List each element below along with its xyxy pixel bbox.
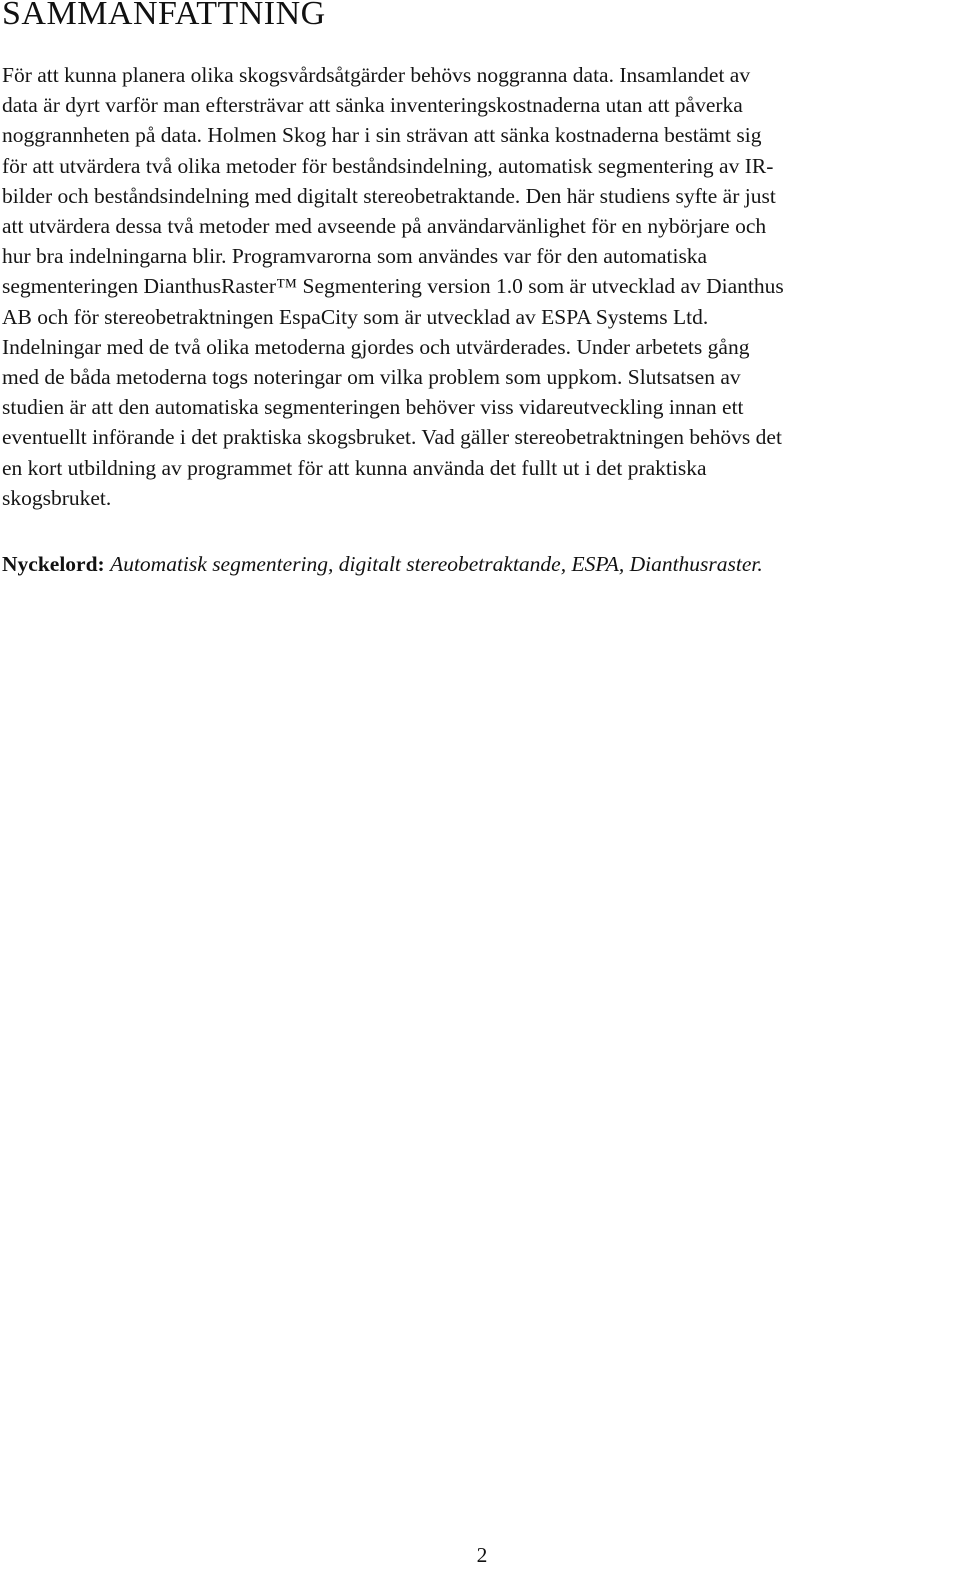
abstract-line: skogsbruket.	[2, 485, 112, 510]
abstract-line: För att kunna planera olika skogsvårdsåtgärder behövs noggranna data. Insamlandet av	[2, 63, 751, 87]
abstract-paragraph	[2, 60, 958, 513]
abstract-line: Indelningar med de två olika metoderna gjordes och utvärderades. Under arbetets gång	[2, 334, 750, 359]
abstract-line: att utvärdera dessa två metoder med avseende på användarvänlighet för en nybörjare och	[2, 214, 767, 239]
keywords-label: Nyckelord:	[2, 552, 105, 576]
abstract-line: en kort utbildning av programmet för att kunna använda det fullt ut i det praktiska	[2, 455, 707, 480]
abstract-line: AB och för stereobetraktningen EspaCity som är utvecklad av ESPA Systems Ltd.	[2, 304, 709, 329]
abstract-line: för att utvärdera två olika metoder för beståndsindelning, automatisk segmentering av IR-	[2, 153, 774, 178]
abstract-line: data är dyrt varför man eftersträvar att sänka inventeringskostnaderna utan att påverka	[2, 93, 743, 118]
keywords-terms: Automatisk segmentering, digitalt stereobetraktande, ESPA, Dianthusraster.	[110, 552, 763, 576]
abstract-line: studien är att den automatiska segmenteringen behöver viss vidareutveckling innan ett	[2, 395, 744, 420]
page-number: 2	[476, 1543, 488, 1567]
abstract-line: segmenteringen DianthusRaster™ Segmentering version 1.0 som är utvecklad av Dianthus	[2, 274, 784, 299]
keywords-line	[2, 549, 763, 579]
abstract-line: hur bra indelningarna blir. Programvarorna som användes var för den automatiska	[2, 244, 708, 269]
section-heading: SAMMANFATTNING	[2, 0, 326, 32]
abstract-line: med de båda metoderna togs noteringar om vilka problem som uppkom. Slutsatsen av	[2, 365, 741, 390]
abstract-line: noggrannheten på data. Holmen Skog har i sin strävan att sänka kostnaderna bestämt sig	[2, 123, 762, 148]
abstract-line: eventuellt införande i det praktiska skogsbruket. Vad gäller stereobetraktningen behövs det	[2, 425, 782, 450]
abstract-line: bilder och beståndsindelning med digitalt stereobetraktande. Den här studiens syfte är just	[2, 183, 776, 208]
